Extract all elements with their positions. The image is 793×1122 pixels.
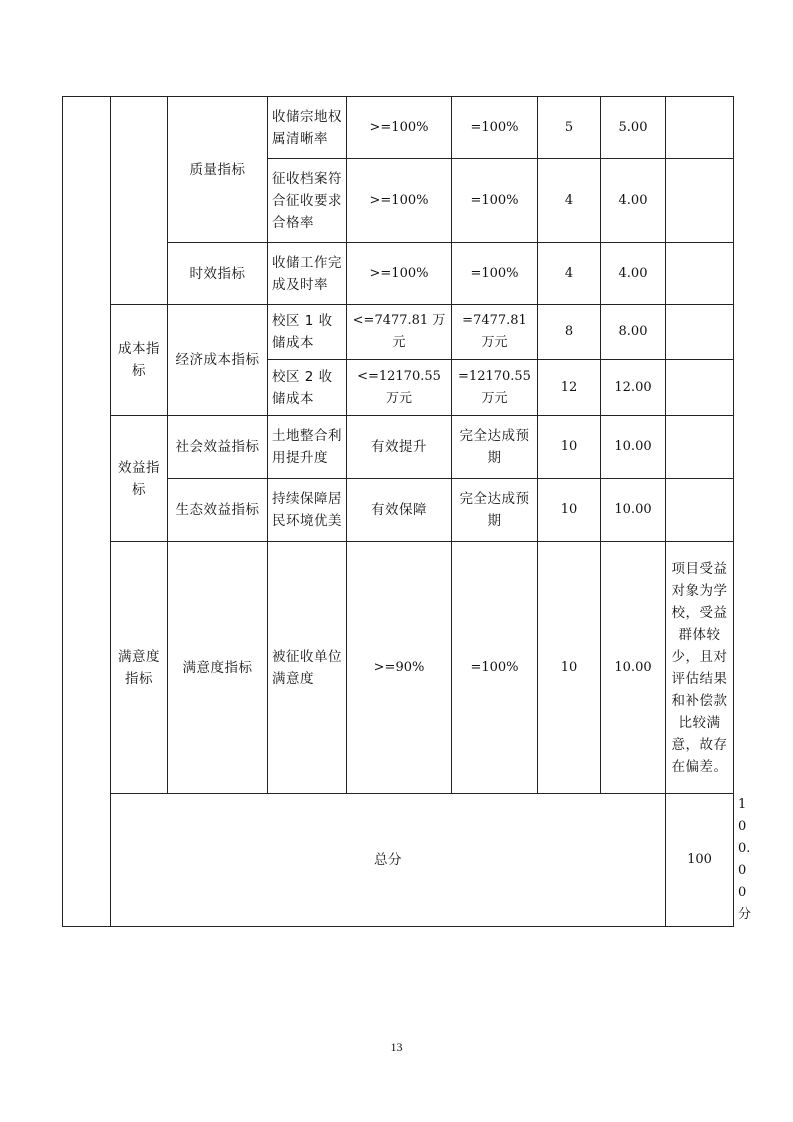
table-row [63, 416, 734, 479]
indicator-l3-cell: 校区 2 收储成本 [268, 360, 347, 416]
weight-cell: 12 [538, 360, 601, 416]
indicator-l2-cell: 生态效益指标 [168, 479, 268, 542]
target-value-cell: >=100% [347, 97, 452, 159]
weight-cell: 8 [538, 305, 601, 360]
blank-cell [111, 97, 168, 305]
target-value-cell: <=12170.55 万元 [347, 360, 452, 416]
indicator-l3-cell: 土地整合利用提升度 [268, 416, 347, 479]
indicator-l2-cell: 社会效益指标 [168, 416, 268, 479]
table-row [63, 97, 734, 159]
indicator-l3-cell: 收储工作完成及时率 [268, 243, 347, 305]
note-cell [666, 416, 734, 479]
performance-indicator-table [62, 96, 752, 927]
score-cell: 12.00 [601, 360, 666, 416]
weight-cell: 10 [538, 479, 601, 542]
indicator-l1-cell: 成本指标 [111, 305, 168, 416]
page-number: 13 [390, 1040, 403, 1054]
actual-value-cell: =100% [452, 542, 538, 794]
indicator-l3-cell: 收储宗地权属清晰率 [268, 97, 347, 159]
indicator-l3-cell: 被征收单位满意度 [268, 542, 347, 794]
table-row [63, 542, 734, 794]
weight-cell: 4 [538, 243, 601, 305]
indicator-l3-cell: 征收档案符合征收要求合格率 [268, 159, 347, 243]
indicator-l2-cell: 满意度指标 [168, 542, 268, 794]
score-cell: 8.00 [601, 305, 666, 360]
target-value-cell: 有效保障 [347, 479, 452, 542]
actual-value-cell: =100% [452, 243, 538, 305]
actual-value-cell: =100% [452, 159, 538, 243]
weight-cell: 10 [538, 542, 601, 794]
score-cell: 10.00 [601, 542, 666, 794]
target-value-cell: 有效提升 [347, 416, 452, 479]
note-cell [666, 97, 734, 159]
actual-value-cell: =7477.81 万元 [452, 305, 538, 360]
total-weight-cell: 100 [666, 794, 734, 927]
indicator-l2-cell: 质量指标 [168, 97, 268, 243]
score-cell: 4.00 [601, 159, 666, 243]
note-cell [666, 305, 734, 360]
table-row [63, 305, 734, 360]
score-cell: 10.00 [601, 416, 666, 479]
indicator-l3-cell: 校区 1 收储成本 [268, 305, 347, 360]
weight-cell: 10 [538, 416, 601, 479]
target-value-cell: >=100% [347, 159, 452, 243]
note-cell [666, 243, 734, 305]
target-value-cell: >=90% [347, 542, 452, 794]
note-cell: 项目受益对象为学校，受益群体较少，且对评估结果和补偿款比较满意，故存在偏差。 [666, 542, 734, 794]
score-cell: 5.00 [601, 97, 666, 159]
note-cell [666, 360, 734, 416]
blank-cell [63, 97, 111, 927]
indicator-l1-cell: 满意度指标 [111, 542, 168, 794]
target-value-cell: <=7477.81 万元 [347, 305, 452, 360]
indicator-l2-cell: 时效指标 [168, 243, 268, 305]
indicator-l3-cell: 持续保障居民环境优美 [268, 479, 347, 542]
total-row: 总分 100 100.00 分 [63, 794, 734, 927]
score-cell: 4.00 [601, 243, 666, 305]
weight-cell: 5 [538, 97, 601, 159]
target-value-cell: >=100% [347, 243, 452, 305]
actual-value-cell: 完全达成预期 [452, 479, 538, 542]
actual-value-cell: =12170.55 万元 [452, 360, 538, 416]
note-cell [666, 159, 734, 243]
actual-value-cell: 完全达成预期 [452, 416, 538, 479]
score-cell: 10.00 [601, 479, 666, 542]
indicator-l1-cell: 效益指标 [111, 416, 168, 542]
actual-value-cell: =100% [452, 97, 538, 159]
indicator-l2-cell: 经济成本指标 [168, 305, 268, 416]
note-cell [666, 479, 734, 542]
weight-cell: 4 [538, 159, 601, 243]
total-label-cell: 总分 [111, 794, 666, 927]
